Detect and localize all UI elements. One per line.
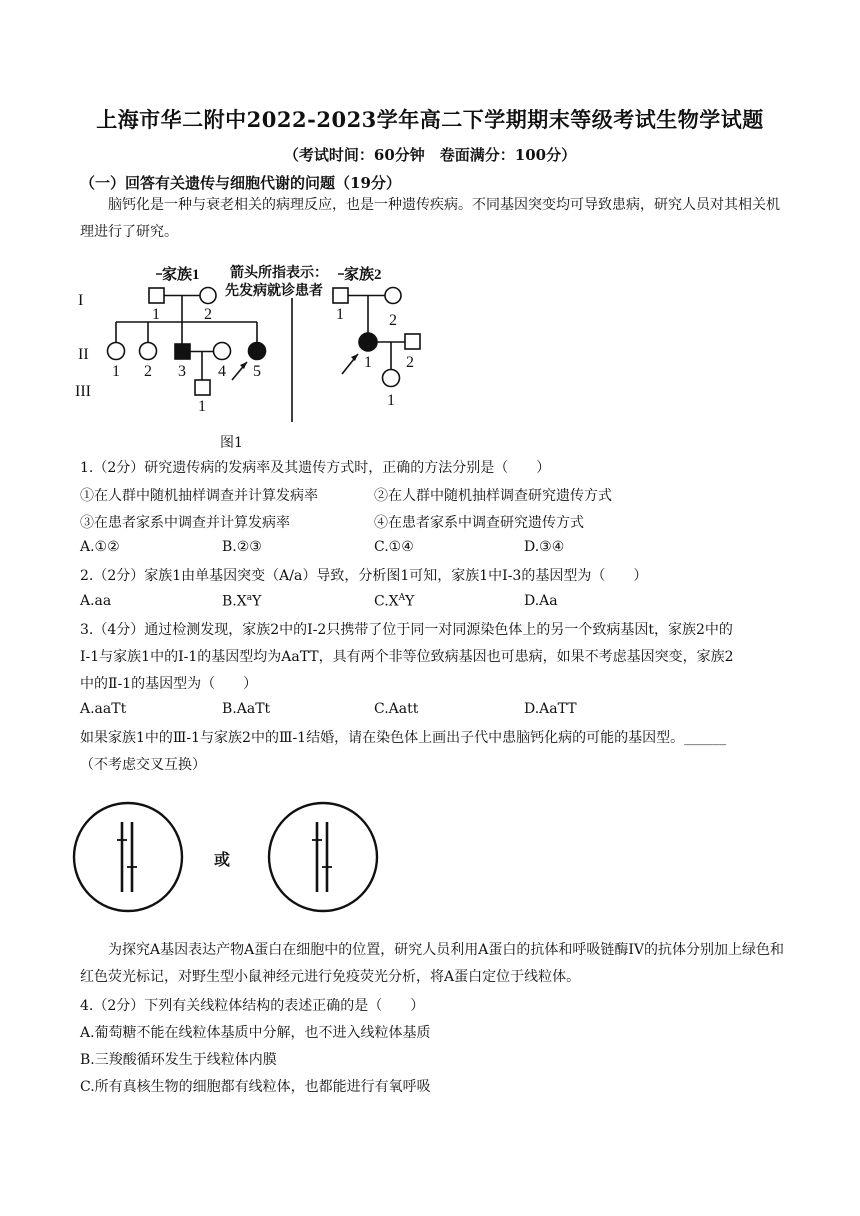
intro-paragraph: 脑钙化是一种与衰老相关的病理反应，也是一种遗传疾病。不同基因突变均可导致患病，研究人员对其相关机理进行了研究。 [80,197,780,240]
chromosome-drawing[interactable] [68,795,388,925]
q1-statement-1: ①在人群中随机抽样调查并计算发病率 [80,488,318,504]
q4-option-a: A.葡萄糖不能在线粒体基质中分解，也不进入线粒体基质 [80,1025,431,1041]
q4-stem: 4.（2分）下列有关线粒体结构的表述正确的是（ ） [80,998,425,1014]
f1-II4-female [214,343,231,360]
f2-II1-num: 1 [364,354,372,371]
q3-drawing-note: （不考虑交叉互换） [80,757,206,773]
f2-I2-num: 2 [389,312,397,329]
f1-II4-num: 4 [218,363,226,380]
or-label: 或 [214,852,231,869]
f2-II1-affected-female [359,333,377,351]
generation-III: III [75,383,91,400]
q4-option-c: C.所有真核生物的细胞都有线粒体，也都能进行有氧呼吸 [80,1079,431,1095]
f2-III1-female [383,370,400,387]
f2-I1-male [333,288,348,303]
q2-option-b: $B.X^aY$ [222,593,262,610]
f1-I2-num: 2 [204,306,212,323]
q1-option-c: C.①④ [374,539,414,555]
f1-I1-male [149,288,164,303]
q1-stem: 1.（2分）研究遗传病的发病率及其遗传方式时，正确的方法分别是（ ） [80,460,551,476]
q2-option-d: D.Aa [524,593,558,609]
family2-label: 家族2 [344,267,382,283]
f1-III1-male [195,380,210,395]
figure-caption: 图1 [220,435,243,451]
f2-II2-num: 2 [406,354,414,371]
family1-label: 家族1 [162,267,200,283]
q3-stem-line1: 3.（4分）通过检测发现，家族2中的I-2只携带了位于同一对同源染色体上的另一个致病基因t，家族2中的 [80,622,733,638]
f1-II3-affected-male [175,344,190,359]
mito-intro-paragraph: 为探究A基因表达产物A蛋白在细胞中的位置，研究人员利用A蛋白的抗体和呼吸链酶IV的抗体分别加上绿色和红色荧光标记，对野生型小鼠神经元进行免疫荧光分析，将A蛋白定位于线粒体。 [80,942,784,985]
q3-stem-line3: 中的Ⅱ-1的基因型为（ ） [80,676,258,692]
f1-II2-female [140,343,157,360]
q1-statement-2: ②在人群中随机抽样调查研究遗传方式 [374,488,612,504]
cell-circle-right [269,803,377,911]
f2-I2-female [385,288,401,304]
q3-drawing-prompt: 如果家族1中的Ⅲ-1与家族2中的Ⅲ-1结婚，请在染色体上画出子代中患脑钙化病的可能的基因型。______ [80,730,727,746]
f1-II3-num: 3 [178,363,186,380]
f2-III1-num: 1 [387,392,395,409]
page-title: 上海市华二附中2022-2023学年高二下学期期末等级考试生物学试题 [96,107,764,132]
q3-option-a: A.aaTt [80,701,127,717]
f2-II2-male [405,334,420,349]
f1-II5-affected-female [249,343,266,360]
q2-stem: 2.（2分）家族1由单基因突变（A/a）导致，分析图1可知，家族1中I-3的基因型为（ ） [80,568,648,584]
q1-option-d: D.③④ [524,539,565,555]
generation-I: I [78,292,84,309]
f1-III1-num: 1 [198,398,206,415]
f1-I1-num: 1 [152,306,160,323]
q1-option-a: A.①② [80,539,120,555]
q2-option-a: A.aa [80,593,112,609]
section-heading: （一）回答有关遗传与细胞代谢的问题（19分） [80,174,401,192]
q3-stem-line2: I-1与家族1中的I-1的基因型均为AaTT，具有两个非等位致病基因也可患病，如果不考虑基因突变，家族2 [80,649,734,665]
f1-II2-num: 2 [144,363,152,380]
q3-option-b: B.AaTt [222,701,271,717]
pedigree-figure [70,262,490,427]
f1-I2-female [200,288,216,304]
q3-option-d: D.AaTT [524,701,577,717]
q1-statement-3: ③在患者家系中调查并计算发病率 [80,515,290,531]
generation-II: II [78,346,89,363]
q3-option-c: C.Aatt [374,701,419,717]
q2-option-c: $C.X^AY$ [374,593,415,610]
legend-line2: 先发病就诊患者 [225,284,323,299]
q4-option-b: B.三羧酸循环发生于线粒体内膜 [80,1052,277,1068]
q1-statement-4: ④在患者家系中调查研究遗传方式 [374,515,584,531]
cell-circle-left [74,803,182,911]
f1-II1-num: 1 [112,363,120,380]
f2-I1-num: 1 [336,306,344,323]
f1-II5-num: 5 [253,363,261,380]
exam-info: （考试时间：60分钟 卷面满分：100分） [283,146,577,164]
q1-option-b: B.②③ [222,539,262,555]
f1-II1-female [108,343,125,360]
legend-line1: 箭头所指表示： [230,266,328,281]
